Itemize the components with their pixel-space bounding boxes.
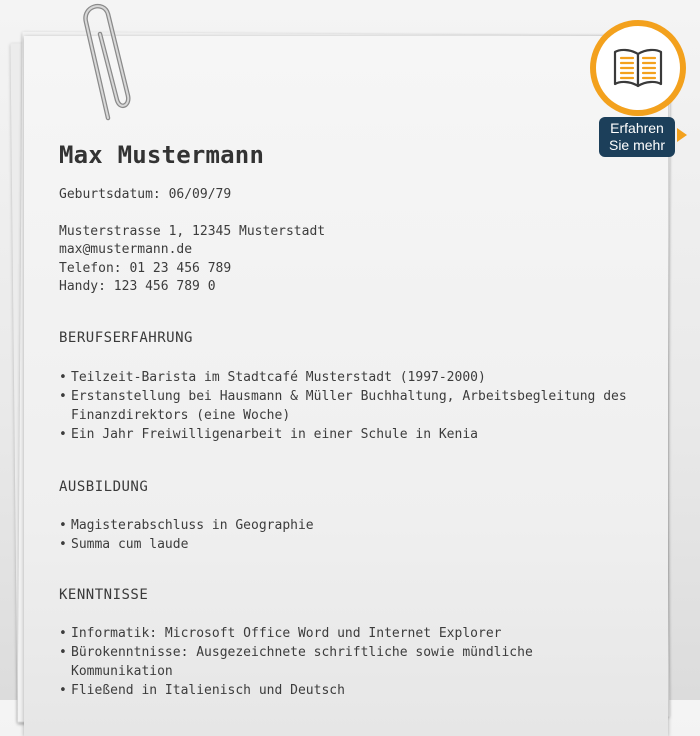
list-item: • Erstanstellung bei Hausmann & Müller Buchhaltung, Arbeitsbegleitung des Finanzdirektors (eine Woche) <box>59 387 631 425</box>
info-badge[interactable] <box>590 20 686 116</box>
phone: Telefon: 01 23 456 789 <box>59 261 232 276</box>
resume-name: Max Mustermann <box>59 141 265 169</box>
skills-list <box>59 624 631 700</box>
learn-more-line2: Sie mehr <box>608 137 666 153</box>
badge-face <box>596 26 680 110</box>
skills-heading: KENNTNISSE <box>59 587 149 603</box>
list-item: • Magisterabschluss in Geographie <box>59 516 631 535</box>
experience-list <box>59 368 631 444</box>
list-item: • Summa cum laude <box>59 535 631 554</box>
education-heading: AUSBILDUNG <box>59 479 149 495</box>
birthdate: Geburtsdatum: 06/09/79 <box>59 187 232 202</box>
mobile: Handy: 123 456 789 0 <box>59 279 216 294</box>
learn-more-button[interactable] <box>599 117 675 157</box>
learn-more-line1: Erfahren <box>610 120 664 136</box>
list-item: • Informatik: Microsoft Office Word und Internet Explorer <box>59 624 631 643</box>
open-book-icon <box>612 48 664 88</box>
list-item: • Bürokenntnisse: Ausgezeichnete schriftliche sowie mündliche Kommunikation <box>59 643 631 681</box>
address: Musterstrasse 1, 12345 Musterstadt <box>59 224 326 239</box>
list-item: • Ein Jahr Freiwilligenarbeit in einer Schule in Kenia <box>59 425 631 444</box>
play-arrow-icon[interactable] <box>677 128 687 142</box>
experience-heading: BERUFSERFAHRUNG <box>59 330 193 346</box>
paperclip-icon <box>78 0 148 125</box>
list-item: • Teilzeit-Barista im Stadtcafé Musterstadt (1997-2000) <box>59 368 631 387</box>
email: max@mustermann.de <box>59 242 193 257</box>
education-list <box>59 516 631 554</box>
list-item: • Fließend in Italienisch und Deutsch <box>59 681 631 700</box>
